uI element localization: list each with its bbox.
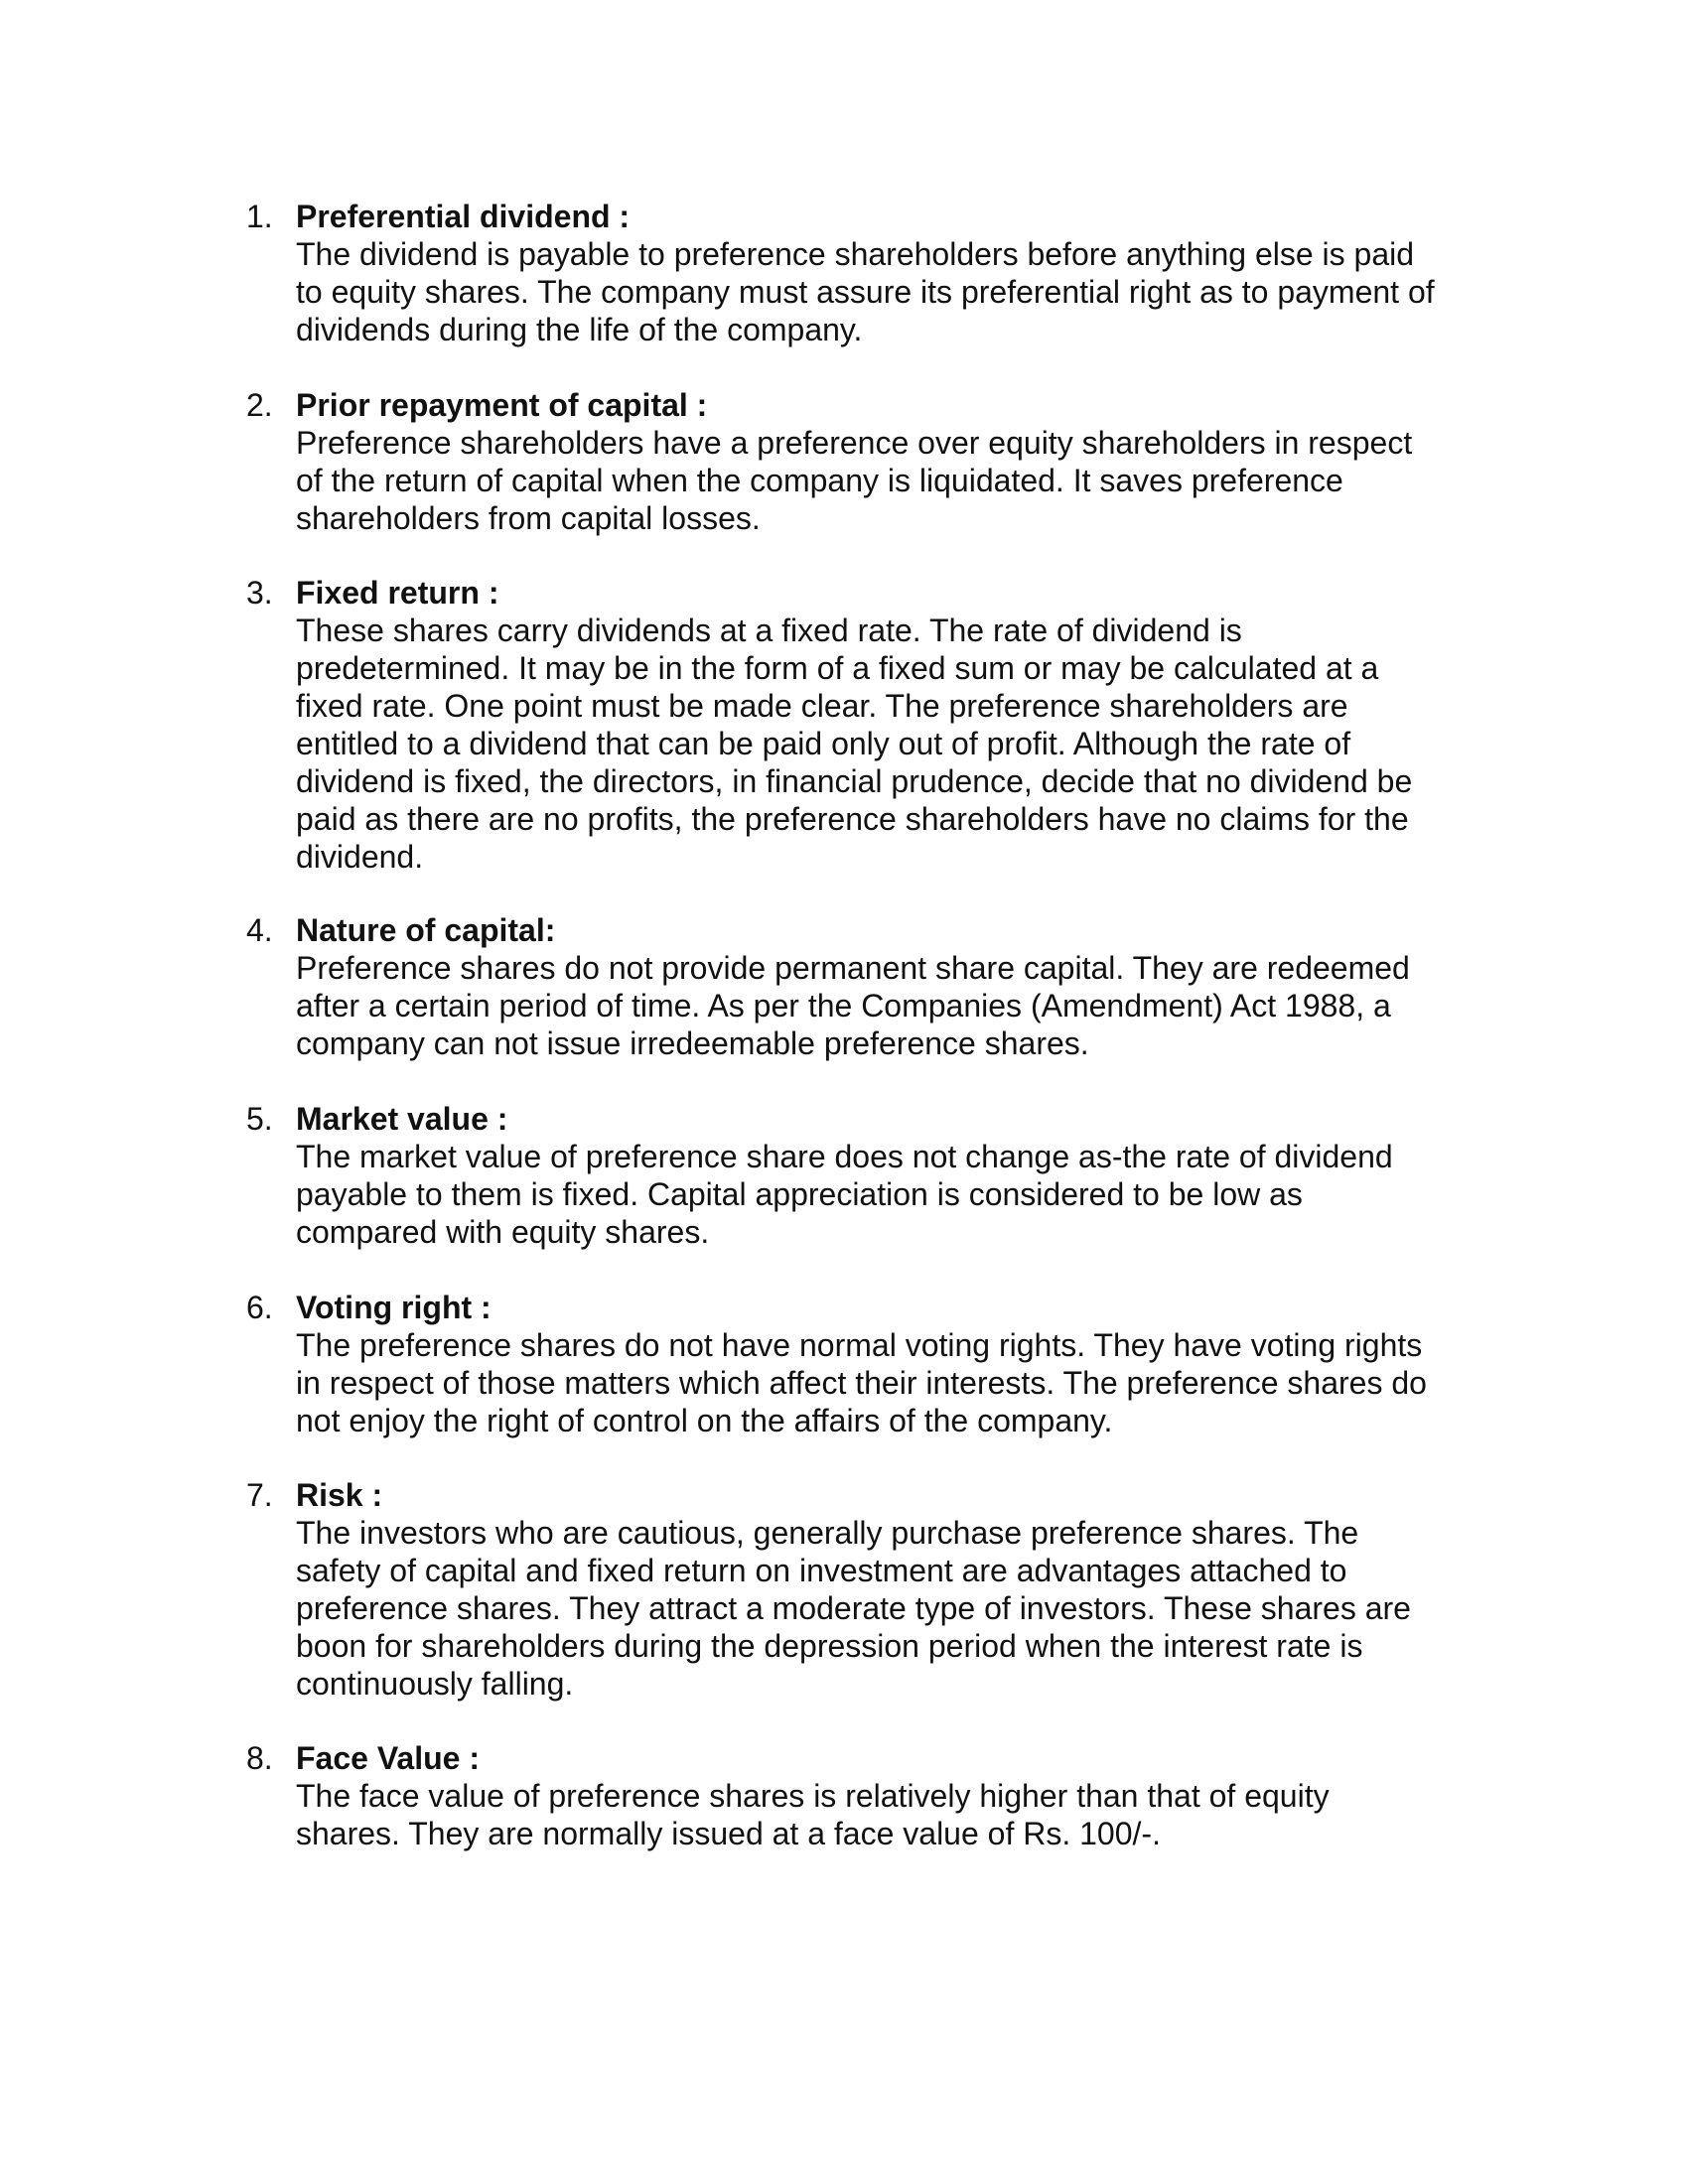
item-number: 6. bbox=[246, 1290, 273, 1325]
item-body bbox=[296, 1514, 1487, 1703]
body-line: The face value of preference shares is relatively higher than that of equity bbox=[296, 1778, 1330, 1814]
body-line: shareholders from capital losses. bbox=[296, 500, 761, 536]
body-line: paid as there are no profits, the preference shareholders have no claims for the bbox=[296, 801, 1409, 837]
item-body bbox=[296, 1138, 1487, 1251]
body-line: continuously falling. bbox=[296, 1666, 574, 1702]
item-body bbox=[296, 612, 1487, 876]
body-line: predetermined. It may be in the form of a fixed sum or may be calculated at a bbox=[296, 650, 1379, 686]
item-title: Market value : bbox=[296, 1101, 508, 1137]
body-line: fixed rate. One point must be made clear. The preference shareholders are bbox=[296, 688, 1348, 724]
body-line: dividend is fixed, the directors, in financial prudence, decide that no dividend be bbox=[296, 763, 1413, 799]
item-title: Face Value : bbox=[296, 1740, 480, 1776]
item-title: Voting right : bbox=[296, 1290, 492, 1325]
item-body bbox=[296, 1777, 1487, 1852]
body-line: payable to them is fixed. Capital appreciation is considered to be low as bbox=[296, 1176, 1303, 1212]
body-line: to equity shares. The company must assure its preferential right as to payment of bbox=[296, 274, 1435, 310]
item-body bbox=[296, 949, 1487, 1062]
item-title: Fixed return : bbox=[296, 575, 499, 611]
item-number: 4. bbox=[246, 912, 273, 948]
item-title: Prior repayment of capital : bbox=[296, 387, 708, 423]
body-line: The market value of preference share does not change as-the rate of dividend bbox=[296, 1139, 1393, 1174]
body-line: The dividend is payable to preference shareholders before anything else is paid bbox=[296, 236, 1415, 272]
body-line: boon for shareholders during the depression period when the interest rate is bbox=[296, 1628, 1363, 1664]
item-body bbox=[296, 1326, 1487, 1439]
body-line: compared with equity shares. bbox=[296, 1214, 710, 1250]
body-line: Preference shareholders have a preference over equity shareholders in respect bbox=[296, 425, 1413, 461]
body-line: entitled to a dividend that can be paid only out of profit. Although the rate of bbox=[296, 726, 1351, 761]
body-line: dividends during the life of the company. bbox=[296, 312, 863, 347]
item-number: 8. bbox=[246, 1740, 273, 1776]
item-title: Nature of capital: bbox=[296, 912, 556, 948]
body-line: not enjoy the right of control on the affairs of the company. bbox=[296, 1403, 1113, 1438]
body-line: These shares carry dividends at a fixed rate. The rate of dividend is bbox=[296, 613, 1242, 648]
body-line: The investors who are cautious, generally purchase preference shares. The bbox=[296, 1515, 1359, 1551]
body-line: preference shares. They attract a moderate type of investors. These shares are bbox=[296, 1590, 1411, 1626]
item-body bbox=[296, 424, 1487, 537]
item-number: 7. bbox=[246, 1477, 273, 1513]
body-line: in respect of those matters which affect their interests. The preference shares do bbox=[296, 1365, 1427, 1401]
body-line: dividend. bbox=[296, 839, 424, 875]
item-number: 2. bbox=[246, 387, 273, 423]
item-title: Risk : bbox=[296, 1477, 383, 1513]
item-number: 3. bbox=[246, 575, 273, 611]
body-line: of the return of capital when the company is liquidated. It saves preference bbox=[296, 463, 1343, 498]
body-line: The preference shares do not have normal voting rights. They have voting rights bbox=[296, 1327, 1423, 1363]
item-number: 1. bbox=[246, 199, 273, 234]
item-number: 5. bbox=[246, 1101, 273, 1137]
item-body bbox=[296, 235, 1487, 348]
body-line: company can not issue irredeemable preference shares. bbox=[296, 1025, 1089, 1061]
body-line: after a certain period of time. As per the Companies (Amendment) Act 1988, a bbox=[296, 988, 1391, 1024]
item-title: Preferential dividend : bbox=[296, 199, 631, 234]
body-line: Preference shares do not provide permanent share capital. They are redeemed bbox=[296, 950, 1410, 986]
body-line: shares. They are normally issued at a face value of Rs. 100/-. bbox=[296, 1816, 1161, 1851]
body-line: safety of capital and fixed return on investment are advantages attached to bbox=[296, 1553, 1347, 1588]
